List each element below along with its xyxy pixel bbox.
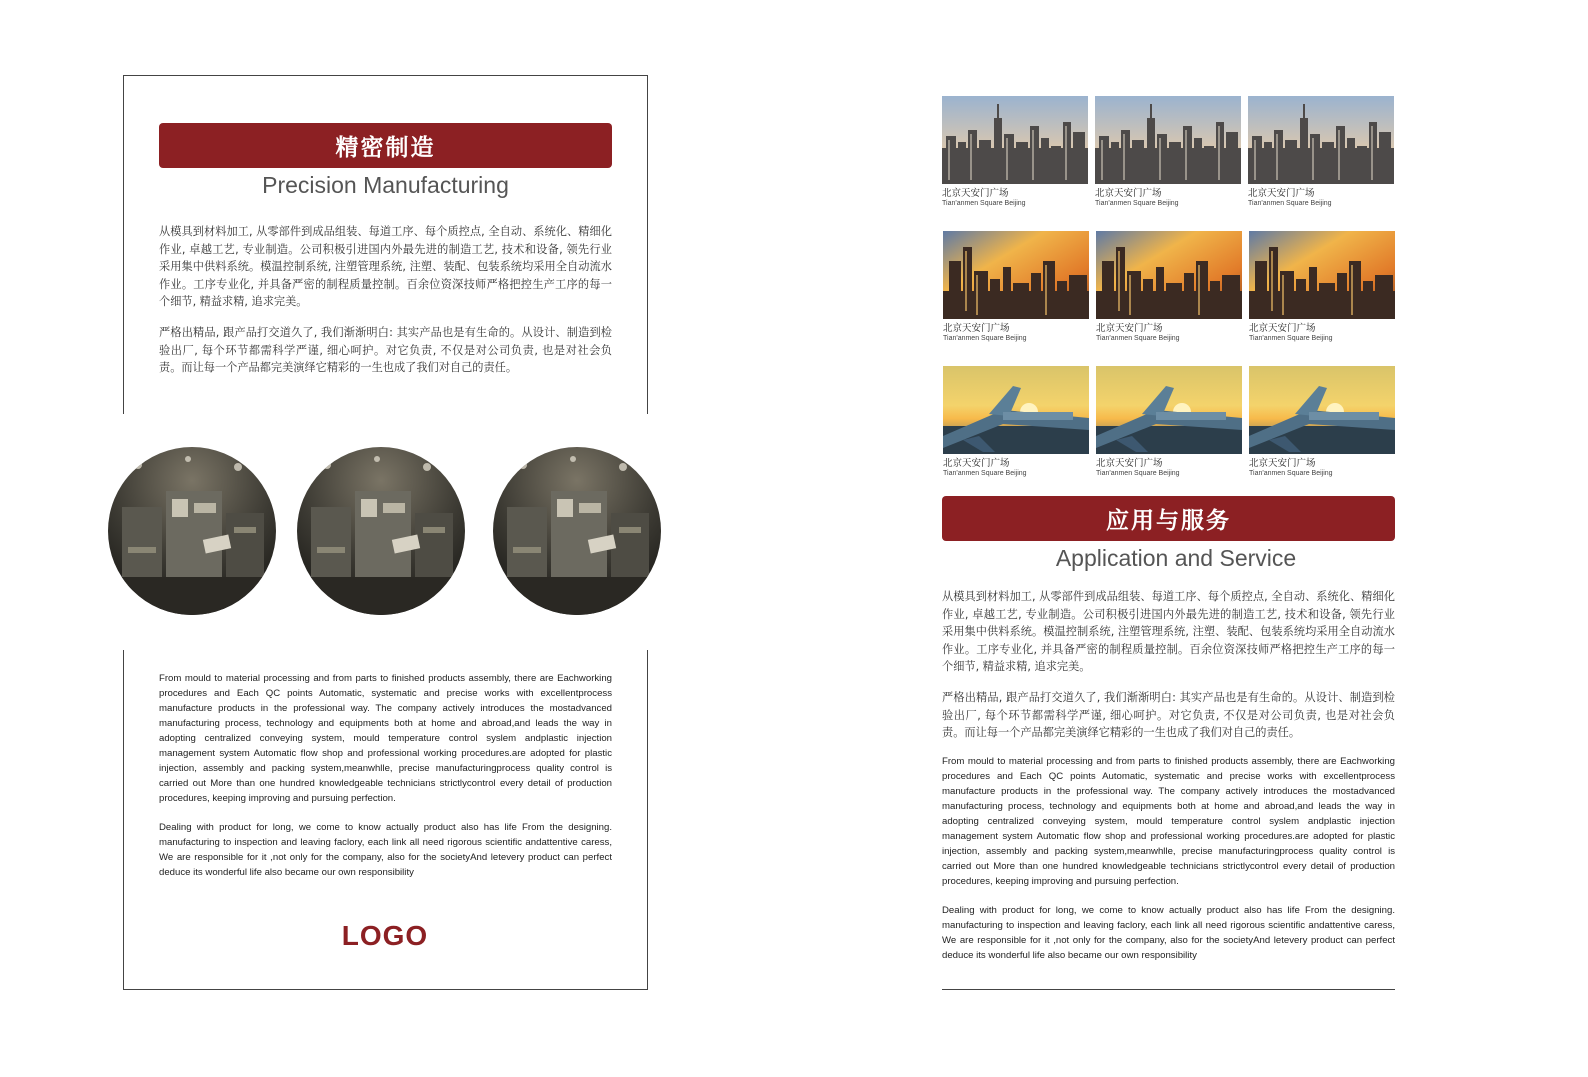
body-paragraph-cn-2: 严格出精品, 跟产品打交道久了, 我们渐渐明白: 其实产品也是有生命的。从设计、制造到检验出厂, 每个环节都需科学严谨, 细心呵护。对它负责, 不仅是对公司负责, 也是对社会负责。而让每一个产品都完美演绎它精彩的一生也成了我们对自己的责任。 — [159, 326, 612, 375]
gallery-caption-cn: 北京天安门广场 — [942, 188, 1009, 199]
section-subtitle-en: Precision Manufacturing — [262, 172, 509, 198]
factory-photo-icon — [493, 447, 661, 615]
section-title-banner — [159, 123, 612, 168]
factory-photo-icon — [297, 447, 465, 615]
city-photo-icon — [1095, 96, 1241, 184]
section-title-cn: 精密制造 — [335, 135, 436, 161]
airplane-photo-icon — [1249, 366, 1395, 454]
gallery-caption-en: Tian'anmen Square Beijing — [942, 200, 1026, 207]
gallery-caption-cn: 北京天安门广场 — [1096, 323, 1163, 334]
gallery-caption-cn: 北京天安门广场 — [1095, 188, 1162, 199]
gallery-caption-en: Tian'anmen Square Beijing — [1096, 335, 1180, 342]
section-title-cn: 应用与服务 — [1106, 508, 1231, 534]
city-sunset-photo-icon — [1249, 231, 1395, 319]
left-page-border-right-lower — [647, 650, 648, 990]
gallery-item — [1248, 96, 1394, 208]
gallery-caption-cn: 北京天安门广场 — [1249, 458, 1316, 469]
section-subtitle-en: Application and Service — [1055, 545, 1297, 571]
left-page-border-top — [123, 75, 648, 76]
body-paragraph-cn-1: 从模具到材料加工, 从零部件到成品组装、每道工序、每个质控点, 全自动、系统化、精细化作业, 卓越工艺, 专业制造。公司积极引进国内外最先进的制造工艺, 技术和设备, 领先行业采用集中供料系统。模温控制系统, 注塑管理系统, 注塑、装配、包装系统均采用全自动流水作业。工序专业化, 并具备严密的制程质量控制。百余位资深技师严格把控生产工序的每一个细节, 精益求精, 追求完美。 — [942, 590, 1395, 674]
city-sunset-photo-icon — [943, 231, 1089, 319]
gallery-item — [1096, 231, 1242, 343]
factory-photo-circle-2 — [297, 447, 465, 615]
gallery-item — [1249, 366, 1395, 478]
gallery-item — [942, 96, 1088, 208]
section-title-banner — [942, 496, 1395, 541]
body-paragraph-en-1: From mould to material processing and from parts to finished products assembly, there are Eachworking procedures and Each QC points Automatic, systematic and precise works with excellentprocess manufacture products in the professional way. The company actively introduces the mostadvanced manufacturing process, technology and equipments both at home and abroad,and leads the way in adopting centralized conveying system, mould temperature control syslem andplastic injection management system Automatic flow shop and professional working procedures.are adopted for plastic injection, assembly and packing system,meanwhlle, precise manufacturingprocess quality control is carried out More than one hundred knowledgeable technicians strictlycontrol every detail of production procedures, keeping improving and pursuing perfection. — [159, 673, 612, 804]
body-paragraph-cn-2: 严格出精品, 跟产品打交道久了, 我们渐渐明白: 其实产品也是有生命的。从设计、制造到检验出厂, 每个环节都需科学严谨, 细心呵护。对它负责, 不仅是对公司负责, 也是对社会负责。而让每一个产品都完美演绎它精彩的一生也成了我们对自己的责任。 — [942, 691, 1395, 740]
gallery-caption-cn: 北京天安门广场 — [1096, 458, 1163, 469]
gallery-item — [1249, 231, 1395, 343]
gallery-item — [1095, 96, 1241, 208]
gallery-caption-en: Tian'anmen Square Beijing — [1096, 470, 1180, 477]
gallery-caption-en: Tian'anmen Square Beijing — [1095, 200, 1179, 207]
body-paragraph-cn-1: 从模具到材料加工, 从零部件到成品组装、每道工序、每个质控点, 全自动、系统化、精细化作业, 卓越工艺, 专业制造。公司积极引进国内外最先进的制造工艺, 技术和设备, 领先行业采用集中供料系统。模温控制系统, 注塑管理系统, 注塑、装配、包装系统均采用全自动流水作业。工序专业化, 并具备严密的制程质量控制。百余位资深技师严格把控生产工序的每一个细节, 精益求精, 追求完美。 — [159, 225, 612, 309]
factory-photo-circle-1 — [108, 447, 276, 615]
gallery-caption-cn: 北京天安门广场 — [1248, 188, 1315, 199]
factory-photo-icon — [108, 447, 276, 615]
factory-photo-circle-3 — [493, 447, 661, 615]
gallery-caption-en: Tian'anmen Square Beijing — [943, 470, 1027, 477]
gallery-caption-en: Tian'anmen Square Beijing — [943, 335, 1027, 342]
left-page-border-left-upper — [123, 75, 124, 414]
gallery-caption-en: Tian'anmen Square Beijing — [1249, 335, 1333, 342]
gallery-caption-cn: 北京天安门广场 — [1249, 323, 1316, 334]
airplane-photo-icon — [943, 366, 1089, 454]
left-page-border-right-upper — [647, 75, 648, 414]
company-logo: LOGO — [341, 920, 429, 951]
gallery-caption-cn: 北京天安门广场 — [943, 323, 1010, 334]
gallery-item — [1096, 366, 1242, 478]
body-paragraph-en-2: Dealing with product for long, we come to know actually product also has life From the designing. manufacturing to inspection and leaving faclory, each link all need rigorous scientific andattentive caress, We are responsible for it ,not only for the company, also for the societyAnd letevery product can perfect deduce its wonderful life also became our own responsibility — [159, 822, 612, 878]
city-photo-icon — [942, 96, 1088, 184]
left-page-border-bottom — [123, 989, 648, 990]
body-paragraph-en-2: Dealing with product for long, we come to know actually product also has life From the designing. manufacturing to inspection and leaving faclory, each link all need rigorous scientific andattentive caress, We are responsible for it ,not only for the company, also for the societyAnd letevery product can perfect deduce its wonderful life also became our own responsibility — [942, 905, 1395, 961]
city-photo-icon — [1248, 96, 1394, 184]
gallery-caption-cn: 北京天安门广场 — [943, 458, 1010, 469]
body-paragraph-en-1: From mould to material processing and from parts to finished products assembly, there are Eachworking procedures and Each QC points Automatic, systematic and precise works with excellentprocess manufacture products in the professional way. The company actively introduces the mostadvanced manufacturing process, technology and equipments both at home and abroad,and leads the way in adopting centralized conveying system, mould temperature control syslem andplastic injection management system Automatic flow shop and professional working procedures.are adopted for plastic injection, assembly and packing system,meanwhlle, precise manufacturingprocess quality control is carried out More than one hundred knowledgeable technicians strictlycontrol every detail of production procedures, keeping improving and pursuing perfection. — [942, 756, 1395, 887]
city-sunset-photo-icon — [1096, 231, 1242, 319]
gallery-item — [943, 366, 1089, 478]
gallery-caption-en: Tian'anmen Square Beijing — [1248, 200, 1332, 207]
gallery-item — [943, 231, 1089, 343]
airplane-photo-icon — [1096, 366, 1242, 454]
footer-rule — [942, 989, 1395, 990]
gallery-caption-en: Tian'anmen Square Beijing — [1249, 470, 1333, 477]
